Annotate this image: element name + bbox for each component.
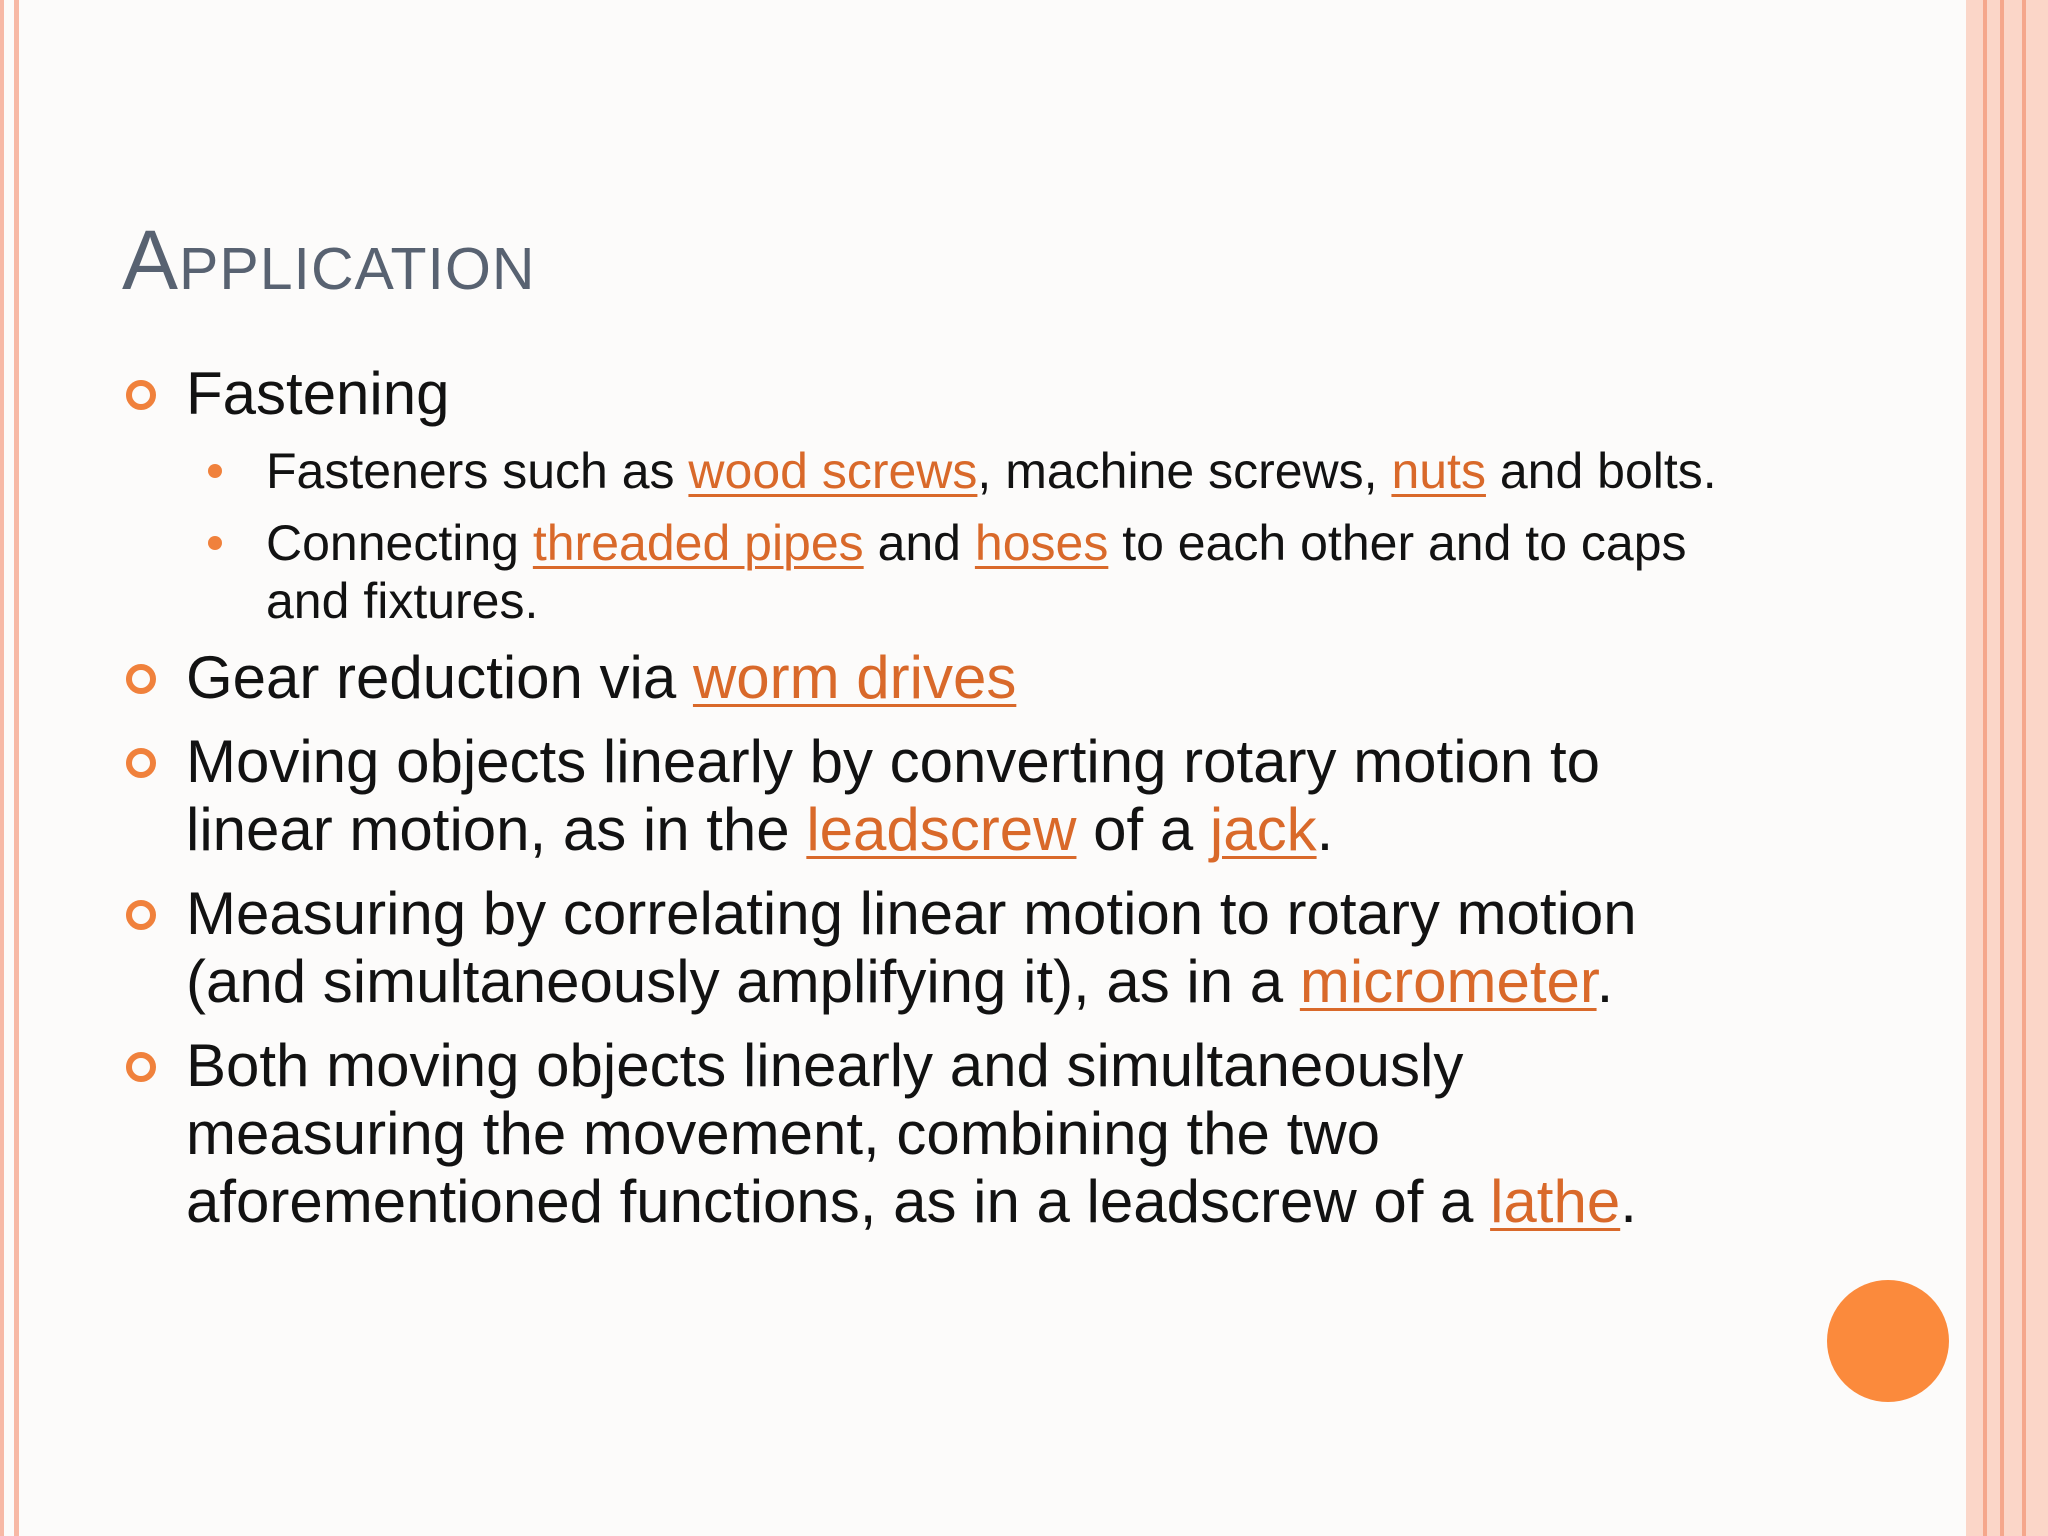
- slide-content: [122, 360, 1722, 1252]
- sub-bullet-fasteners: Fasteners such as wood screws, machine screws, nuts and bolts.: [122, 442, 1722, 500]
- link-threaded-pipes[interactable]: threaded pipes: [532, 515, 864, 571]
- bullet-gear-reduction: Gear reduction via worm drives: [122, 644, 1722, 712]
- left-border-line: [14, 0, 19, 1536]
- right-border-band: [1987, 0, 2048, 1536]
- link-leadscrew[interactable]: leadscrew: [806, 796, 1077, 863]
- dot-bullet-icon: [208, 464, 222, 478]
- link-wood-screws[interactable]: wood screws: [688, 443, 978, 499]
- link-micrometer[interactable]: micrometer: [1299, 948, 1597, 1015]
- bullet-moving-objects: Moving objects linearly by converting rotary motion to linear motion, as in the leadscrew of a jack.: [122, 728, 1722, 864]
- left-border-line: [0, 0, 4, 1536]
- ring-bullet-icon: [126, 664, 156, 694]
- ring-bullet-icon: [126, 1052, 156, 1082]
- bullet-text: Fastening: [186, 360, 450, 427]
- sub-bullet-connecting: Connecting threaded pipes and hoses to each other and to caps and fixtures.: [122, 514, 1722, 630]
- right-border-line: [2022, 0, 2026, 1536]
- dot-bullet-icon: [208, 536, 222, 550]
- sub-bullet-list: [122, 442, 1722, 630]
- ring-bullet-icon: [126, 900, 156, 930]
- bullet-fastening: [122, 360, 1722, 428]
- ring-bullet-icon: [126, 380, 156, 410]
- ring-bullet-icon: [126, 748, 156, 778]
- link-lathe[interactable]: lathe: [1490, 1168, 1621, 1235]
- link-worm-drives[interactable]: worm drives: [692, 644, 1017, 711]
- right-border-line: [2000, 0, 2004, 1536]
- link-hoses[interactable]: hoses: [974, 515, 1109, 571]
- link-nuts[interactable]: nuts: [1391, 443, 1486, 499]
- right-border-line: [1983, 0, 1987, 1536]
- bullet-measuring: Measuring by correlating linear motion to rotary motion (and simultaneously amplifying it), as in a micrometer.: [122, 880, 1722, 1016]
- link-jack[interactable]: jack: [1209, 796, 1317, 863]
- slide-title: Application: [122, 213, 536, 307]
- bullet-both-moving: Both moving objects linearly and simultaneously measuring the movement, combining the two aforementioned functions, as in a leadscrew of a lathe.: [122, 1032, 1722, 1236]
- decorative-orange-circle: [1827, 1280, 1949, 1402]
